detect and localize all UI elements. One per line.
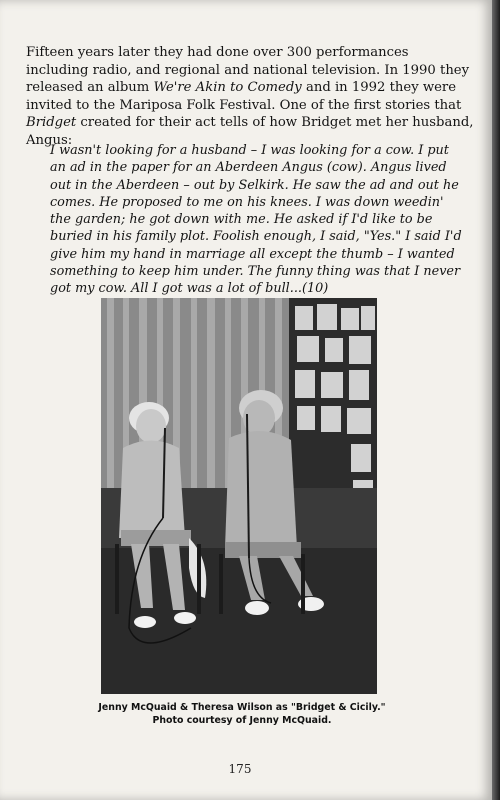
page-number: 175 — [228, 762, 252, 776]
caption-line-1: Jenny McQuaid & Theresa Wilson as "Bridget & Cicily." — [98, 702, 386, 713]
quote-block: I wasn't looking for a husband – I was looking for a cow. I put an ad in the paper for an Aberdeen Angus (cow). Angus lived out in the Aberdeen – out by Selkirk. He saw the ad and out he comes. He proposed to me on his knees. I was down weedin' the garden; he got down with me. He asked if I'd like to be buried in his family plot. Foolish enough, I said, "Yes." I said I'd give him my hand in marriage all except the thumb – I wanted something to keep him under. The funny thing was that I never got my cow. All I got was a lot of bull...(10) — [50, 143, 462, 297]
photo-caption — [60, 701, 424, 727]
caption-line-2: Photo courtesy of Jenny McQuaid. — [152, 715, 332, 726]
character-name: Bridget — [26, 115, 77, 131]
page-edge-shadow — [492, 0, 500, 800]
intro-paragraph — [26, 44, 474, 150]
intro-text-end: created for their act tells of how Bridget met her husband, Angus: — [26, 115, 474, 148]
performers-photo — [101, 298, 377, 694]
album-title: We're Akin to Comedy — [153, 80, 302, 96]
intro-text-middle: and in 1992 they were invited to the Mariposa Folk Festival. One of the first stories that — [26, 80, 462, 113]
intro-text-start: Fifteen years later they had done over 300 performances including radio, and regional and national television. In 1990 they released an album — [26, 45, 470, 96]
